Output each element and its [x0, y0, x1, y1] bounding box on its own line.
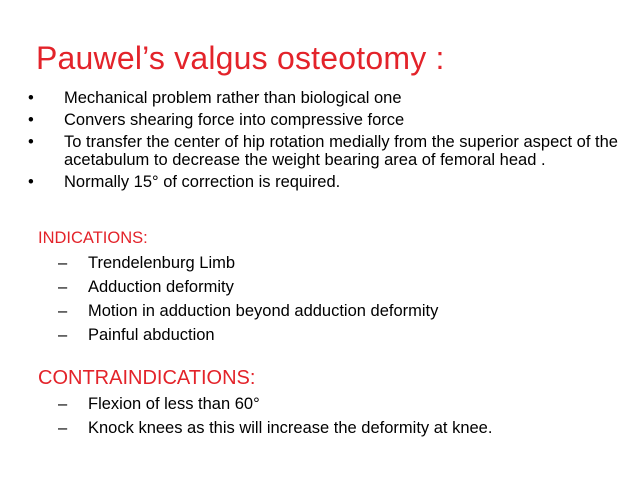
bullet-item — [26, 133, 626, 169]
bullet-text: To transfer the center of hip rotation medially from the superior aspect of the acetabulum to decrease the weight bearing area of femoral head . — [64, 133, 618, 169]
dash-marker: – — [58, 302, 68, 320]
bullet-marker: • — [28, 133, 34, 151]
dash-marker: – — [58, 395, 68, 413]
dash-marker: – — [58, 326, 68, 344]
bullet-text: Mechanical problem rather than biological one — [64, 89, 402, 107]
indications-heading: INDICATIONS: — [38, 229, 148, 247]
contraindication-item — [58, 392, 492, 416]
indication-text: Painful abduction — [88, 326, 215, 344]
indication-item — [58, 275, 438, 299]
indication-item — [58, 299, 438, 323]
contraindication-text: Flexion of less than 60° — [88, 395, 260, 413]
contraindication-text: Knock knees as this will increase the deformity at knee. — [88, 419, 493, 437]
bullet-item — [26, 173, 626, 191]
indication-item — [58, 323, 438, 347]
bullet-text: Convers shearing force into compressive force — [64, 111, 405, 129]
bullet-marker: • — [28, 111, 34, 129]
dash-marker: – — [58, 254, 68, 272]
dash-marker: – — [58, 278, 68, 296]
indication-text: Trendelenburg Limb — [88, 254, 236, 272]
indication-text: Adduction deformity — [88, 278, 234, 296]
indication-item — [58, 251, 438, 275]
slide-title: Pauwel’s valgus osteotomy : — [36, 40, 445, 76]
contraindications-heading: CONTRAINDICATIONS: — [38, 367, 256, 389]
bullet-list — [26, 89, 626, 195]
indication-text: Motion in adduction beyond adduction deformity — [88, 302, 439, 320]
contraindications-list — [58, 392, 492, 440]
dash-marker: – — [58, 419, 68, 437]
bullet-item — [26, 111, 626, 129]
bullet-marker: • — [28, 89, 34, 107]
bullet-item — [26, 89, 626, 107]
indications-list — [58, 251, 438, 347]
bullet-text: Normally 15° of correction is required. — [64, 173, 341, 191]
bullet-marker: • — [28, 173, 34, 191]
contraindication-item — [58, 416, 492, 440]
